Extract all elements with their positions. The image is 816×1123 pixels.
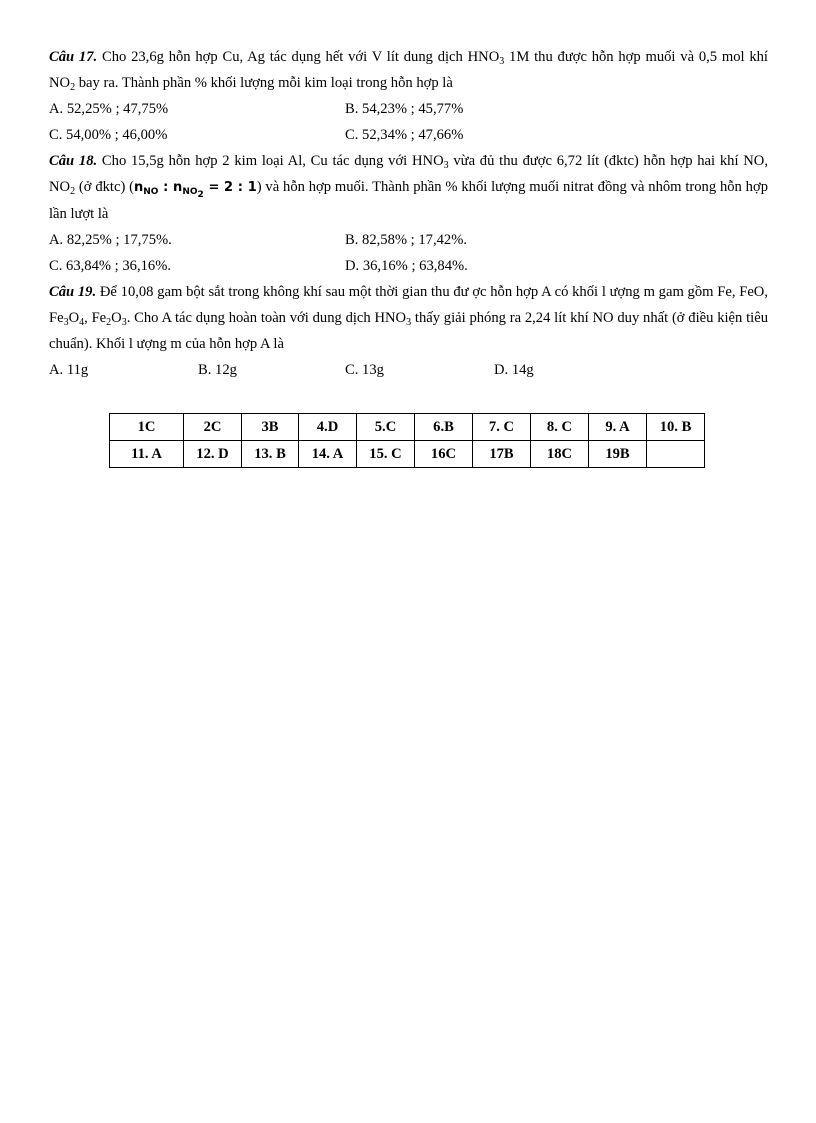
answer-cell: 14. A [299,441,357,468]
answer-cell: 4.D [299,414,357,441]
question-17-options-row-1 [49,96,768,122]
question-19-options-row [49,357,768,383]
question-18-option-d: D. 36,16% ; 63,84%. [345,258,468,274]
answer-cell: 19B [589,441,647,468]
question-17-option-a: A. 52,25% ; 47,75% [49,101,169,117]
answer-cell: 9. A [589,414,647,441]
answer-cell: 18C [531,441,589,468]
question-19-option-a: A. 11g [49,362,89,378]
question-content [49,44,768,383]
answer-cell: 6.B [415,414,473,441]
question-17-label: Câu 17. [49,49,98,65]
answer-cell-empty [647,441,705,468]
answer-cell: 1C [110,414,184,441]
question-18-option-b: B. 82,58% ; 17,42%. [345,232,468,248]
answer-cell: 11. A [110,441,184,468]
question-18-option-c: C. 63,84% ; 36,16%. [49,258,172,274]
answer-cell: 16C [415,441,473,468]
answer-key-table [109,413,705,468]
question-17-options-row-2 [49,122,768,148]
answer-cell: 12. D [184,441,242,468]
answer-row-1 [110,414,705,441]
question-19-option-c: C. 13g [345,362,384,378]
question-18-options-row-1 [49,227,768,253]
question-17-stem: Câu 17. Cho 23,6g hỗn hợp Cu, Ag tác dụng hết với V lít dung dịch $HNO_3$ 1M thu được hỗn hợp muối và 0,5 mol khí $NO_2$ bay ra. Thành phần % khối lượng mỗi kim loại trong hỗn hợp là [49,49,768,93]
mole-ratio-formula: $n_{NO}$ : $n_{NO_2} = 2$ : 1 [134,180,257,200]
answer-cell: 5.C [357,414,415,441]
question-19-label: Câu 19. [49,284,97,300]
question-19-option-b: B. 12g [198,362,237,378]
question-17-option-b: B. 54,23% ; 45,77% [345,101,464,117]
question-17-option-c: C. 54,00% ; 46,00% [49,127,168,143]
answer-cell: 17B [473,441,531,468]
answer-row-2 [110,441,705,468]
question-19-stem: Câu 19. Để 10,08 gam bột sắt trong không khí sau một thời gian thu đư ợc hỗn hợp A có khối l ượng m gam gồm Fe, FeO, $Fe_3O_4$, $Fe_2O_3$. Cho A tác dụng hoàn toàn với dung dịch $HNO_3$ thấy giải phóng ra 2,24 lít khí NO duy nhất (ở điều kiện tiêu chuẩn). Khối l ượng m của hỗn hợp A là [49,284,768,352]
answer-cell: 7. C [473,414,531,441]
answer-cell: 10. B [647,414,705,441]
answer-cell: 3B [242,414,299,441]
answer-cell: 15. C [357,441,415,468]
question-18-option-a: A. 82,25% ; 17,75%. [49,232,172,248]
question-17-option-d: C. 52,34% ; 47,66% [345,127,464,143]
answer-cell: 2C [184,414,242,441]
question-18-options-row-2 [49,253,768,279]
answer-cell: 8. C [531,414,589,441]
question-18-label: Câu 18. [49,153,98,169]
question-19-option-d: D. 14g [494,362,534,378]
answer-cell: 13. B [242,441,299,468]
question-18-stem: Câu 18. Cho 15,5g hỗn hợp 2 kim loại Al, Cu tác dụng với $HNO_3$ vừa đủ thu được 6,72 lít (đktc) hỗn hợp hai khí NO, $NO_2$ (ở đktc) ($n_{NO}$ : $n_{NO_2} = 2$ : 1) và hỗn hợp muối. Thành phần % khối lượng muối nitrat đồng và nhôm trong hỗn hợp lần lượt là [49,153,768,222]
